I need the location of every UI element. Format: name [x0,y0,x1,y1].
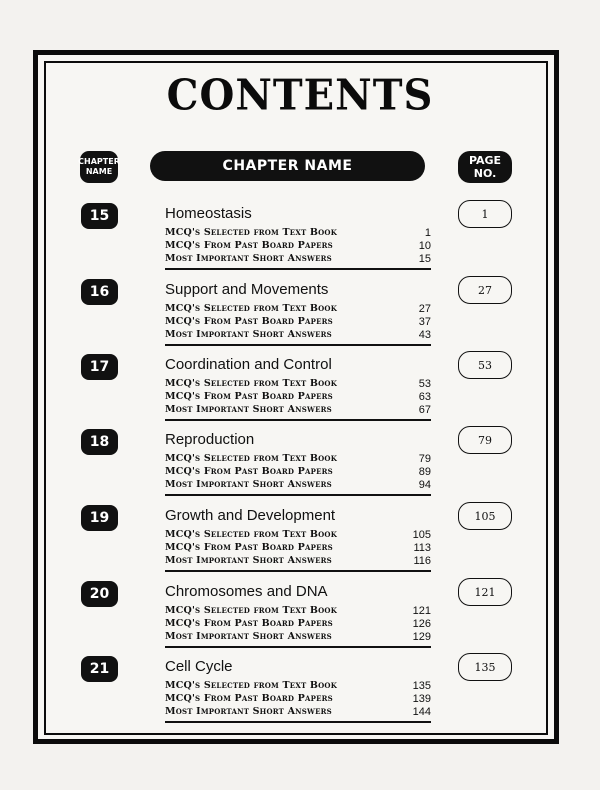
section-label: MCQ's From Past Board Papers [165,693,333,704]
section-row[interactable] [165,630,435,643]
section-label: Most Important Short Answers [165,479,332,490]
section-page-number: 139 [412,692,431,705]
chapter-start-page-box[interactable]: 79 [458,426,512,454]
chapter-number-badge: 21 [81,656,118,682]
section-row[interactable] [165,604,435,617]
section-label: MCQ's Selected from Text Book [165,529,337,540]
section-page-number: 89 [418,465,431,478]
section-page-number: 126 [412,617,431,630]
chapter-section-list [165,377,435,416]
section-row[interactable] [165,377,435,390]
section-page-number: 129 [412,630,431,643]
section-page-number: 1 [424,226,431,239]
section-label: Most Important Short Answers [165,329,332,340]
page-number-header: PAGE NO. [458,151,512,183]
chapter-section-list [165,528,435,567]
section-row[interactable] [165,403,435,416]
chapter-number-badge: 17 [81,354,118,380]
section-page-number: 121 [412,604,431,617]
section-row[interactable] [165,252,435,265]
chapter-section-list [165,226,435,265]
section-page-number: 79 [418,452,431,465]
section-row[interactable] [165,617,435,630]
section-label: MCQ's From Past Board Papers [165,466,333,477]
section-row[interactable] [165,328,435,341]
section-page-number: 10 [418,239,431,252]
chapter-start-page-box[interactable]: 1 [458,200,512,228]
chapter-title[interactable]: Reproduction [165,431,255,448]
section-page-number: 15 [418,252,431,265]
section-row[interactable] [165,478,435,491]
section-label: MCQ's From Past Board Papers [165,391,333,402]
section-row[interactable] [165,226,435,239]
section-label: MCQ's From Past Board Papers [165,240,333,251]
chapter-title[interactable]: Cell Cycle [165,658,233,675]
section-row[interactable] [165,465,435,478]
section-page-number: 67 [418,403,431,416]
section-page-number: 116 [413,554,431,567]
section-label: MCQ's Selected from Text Book [165,680,337,691]
section-label: MCQ's Selected from Text Book [165,227,337,238]
section-page-number: 135 [412,679,431,692]
chapter-section-list [165,604,435,643]
section-page-number: 43 [418,328,431,341]
section-label: Most Important Short Answers [165,404,332,415]
section-label: MCQ's Selected from Text Book [165,378,337,389]
section-row[interactable] [165,390,435,403]
chapter-title[interactable]: Chromosomes and DNA [165,583,328,600]
chapter-number-badge: 15 [81,203,118,229]
chapter-number-badge: 20 [81,581,118,607]
section-row[interactable] [165,315,435,328]
chapter-divider [165,494,431,496]
section-page-number: 27 [418,302,431,315]
section-row[interactable] [165,452,435,465]
section-label: Most Important Short Answers [165,555,332,566]
section-row[interactable] [165,554,435,567]
chapter-section-list [165,679,435,718]
section-row[interactable] [165,302,435,315]
section-row[interactable] [165,541,435,554]
section-page-number: 94 [418,478,431,491]
section-label: MCQ's Selected from Text Book [165,605,337,616]
chapter-title[interactable]: Coordination and Control [165,356,332,373]
chapter-title[interactable]: Support and Movements [165,281,329,298]
chapter-divider [165,419,431,421]
chapter-divider [165,721,431,723]
chapter-start-page-box[interactable]: 53 [458,351,512,379]
chapter-divider [165,268,431,270]
section-page-number: 105 [412,528,431,541]
chapter-section-list [165,452,435,491]
section-label: MCQ's Selected from Text Book [165,453,337,464]
chapter-title[interactable]: Growth and Development [165,507,336,524]
section-label: MCQ's From Past Board Papers [165,618,333,629]
chapter-name-header: CHAPTER NAME [150,151,425,181]
section-label: Most Important Short Answers [165,631,332,642]
chapter-divider [165,646,431,648]
chapter-start-page-box[interactable]: 105 [458,502,512,530]
chapter-number-badge: 18 [81,429,118,455]
section-page-number: 37 [418,315,431,328]
chapter-start-page-box[interactable]: 27 [458,276,512,304]
section-page-number: 113 [413,541,431,554]
section-row[interactable] [165,528,435,541]
section-row[interactable] [165,239,435,252]
section-label: Most Important Short Answers [165,253,332,264]
chapter-number-badge: 19 [81,505,118,531]
chapter-number-header: CHAPTER NAME [80,151,118,183]
chapter-start-page-box[interactable]: 135 [458,653,512,681]
page-title: CONTENTS [166,70,434,121]
section-row[interactable] [165,679,435,692]
section-page-number: 53 [418,377,431,390]
chapter-number-badge: 16 [81,279,118,305]
section-label: MCQ's Selected from Text Book [165,303,337,314]
chapter-title[interactable]: Homeostasis [165,205,252,222]
section-page-number: 63 [418,390,431,403]
section-row[interactable] [165,692,435,705]
chapter-divider [165,570,431,572]
chapter-section-list [165,302,435,341]
section-label: MCQ's From Past Board Papers [165,316,333,327]
section-label: Most Important Short Answers [165,706,332,717]
chapter-start-page-box[interactable]: 121 [458,578,512,606]
section-label: MCQ's From Past Board Papers [165,542,333,553]
chapter-divider [165,344,431,346]
section-row[interactable] [165,705,435,718]
section-page-number: 144 [412,705,431,718]
